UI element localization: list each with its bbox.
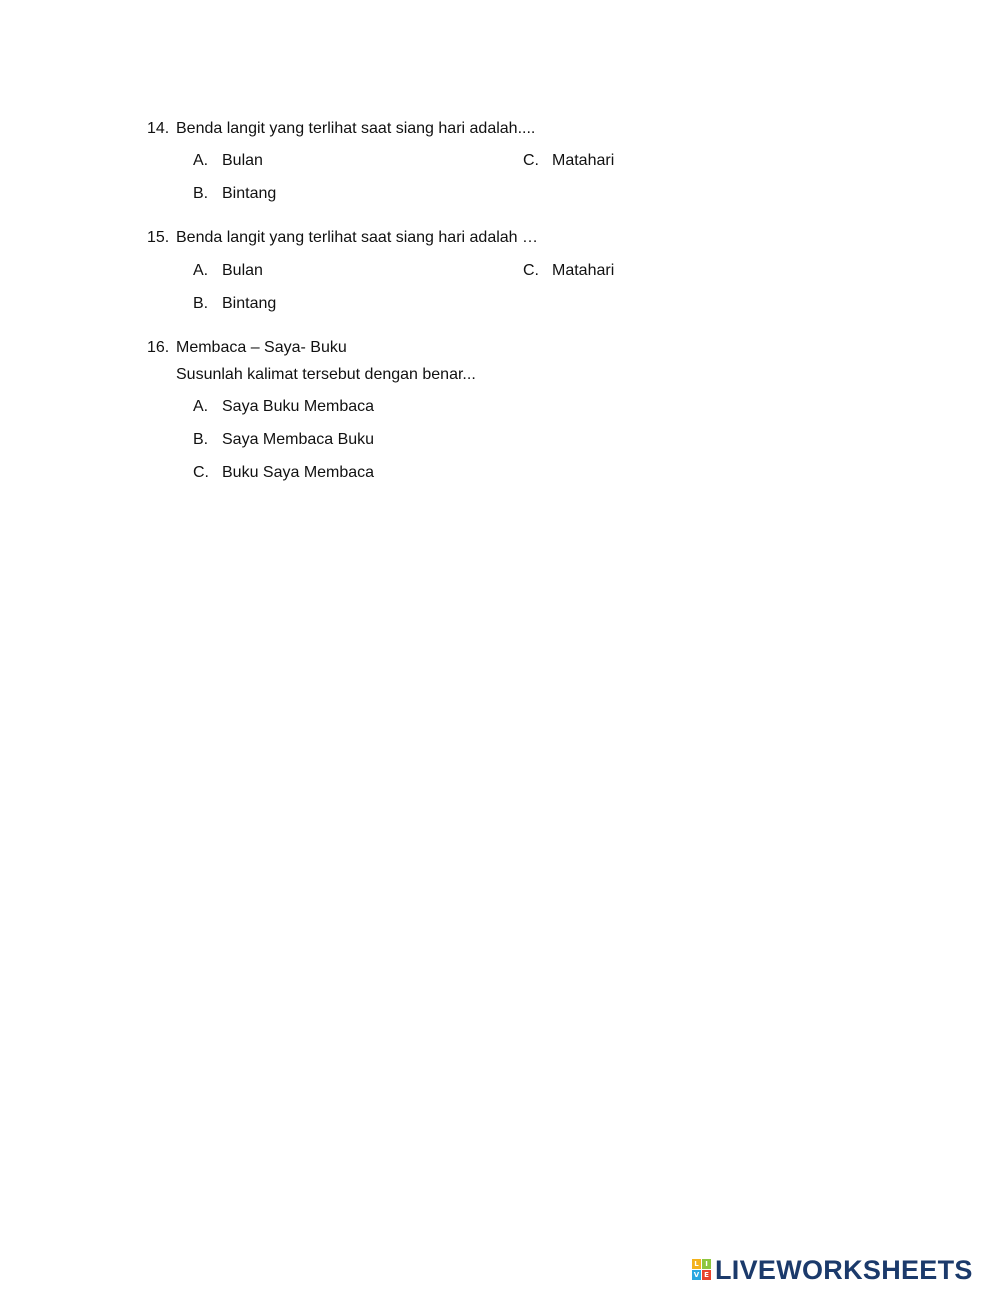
option-text: Bulan — [222, 262, 263, 279]
option-text: Saya Membaca Buku — [222, 431, 375, 448]
logo-text: LIVEWORKSHEETS — [715, 1255, 973, 1285]
option-text: Bulan — [222, 152, 263, 169]
option-letter: C. — [523, 152, 539, 169]
option-text: Bintang — [222, 185, 277, 202]
question-number: 14. — [147, 120, 170, 137]
question-text: Benda langit yang terlihat saat siang hari adalah.... — [176, 120, 536, 137]
logo-mark-letter: E — [702, 1270, 711, 1280]
option-text: Saya Buku Membaca — [222, 398, 375, 415]
option-letter: B. — [193, 295, 209, 312]
option-text: Buku Saya Membaca — [222, 464, 375, 481]
logo-mark-letter: L — [692, 1259, 701, 1269]
option-text: Bintang — [222, 295, 277, 312]
option-text: Matahari — [552, 152, 615, 169]
question-number: 16. — [147, 339, 170, 356]
option-letter: B. — [193, 431, 209, 448]
option-letter: A. — [193, 398, 209, 415]
option-letter: A. — [193, 262, 209, 279]
option-letter: C. — [193, 464, 209, 481]
instruction-text: Susunlah kalimat tersebut dengan benar... — [176, 366, 476, 383]
option-letter: A. — [193, 152, 209, 169]
option-letter: C. — [523, 262, 539, 279]
question-number: 15. — [147, 229, 170, 246]
logo-mark-icon — [692, 1259, 712, 1281]
logo-mark-letter: I — [702, 1259, 711, 1269]
question-text: Membaca – Saya- Buku — [176, 339, 347, 356]
question-text: Benda langit yang terlihat saat siang hari adalah … — [176, 229, 539, 246]
option-letter: B. — [193, 185, 209, 202]
liveworksheets-logo — [692, 1256, 973, 1284]
option-text: Matahari — [552, 262, 615, 279]
logo-mark-letter: V — [693, 1271, 700, 1279]
